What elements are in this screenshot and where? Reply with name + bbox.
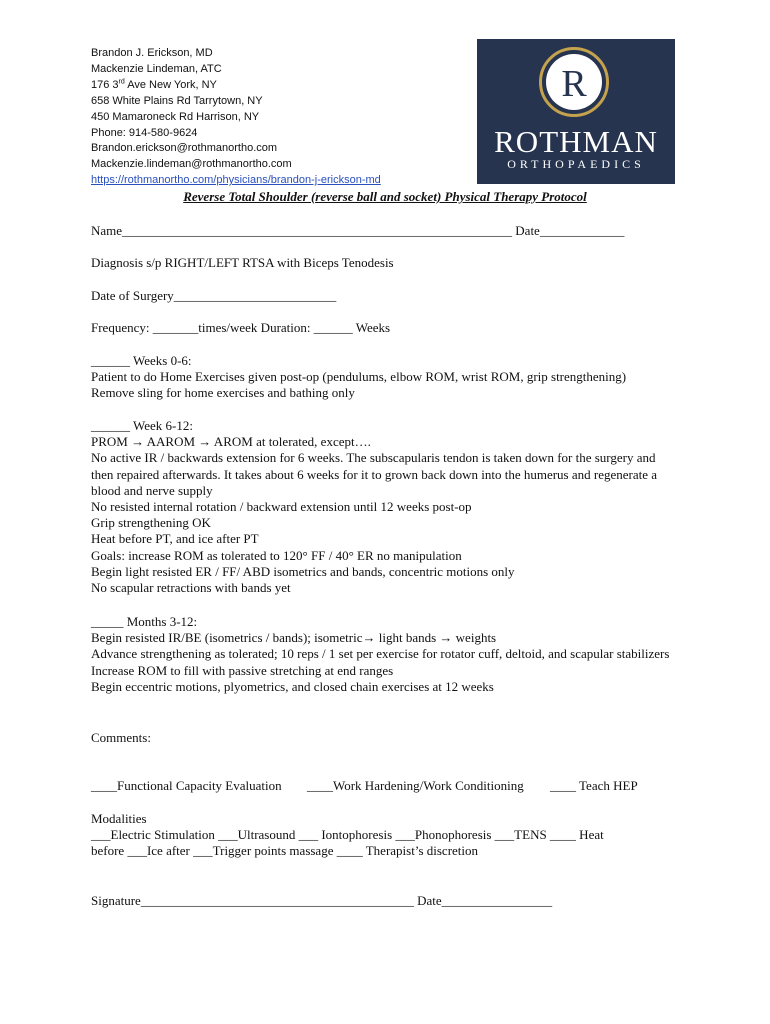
signature-date-line: Signature__________________________________________ Date_________________	[91, 893, 553, 908]
phase-item: Advance strengthening as tolerated; 10 reps / 1 set per exercise for rotator cuff, deltoid, and scapular stabilizers	[91, 646, 670, 662]
phase-item: Begin resisted IR/BE (isometrics / bands); isometric→ light bands → weights	[91, 630, 497, 646]
comments-label: Comments:	[91, 730, 151, 745]
phase-heading: ______ Weeks 0-6:	[91, 353, 192, 368]
phase-item: Begin eccentric motions, plyometrics, and closed chain exercises at 12 weeks	[91, 678, 494, 694]
phase-item: Remove sling for home exercises and bathing only	[91, 385, 355, 401]
address-line-2: 658 White Plains Rd Tarrytown, NY	[91, 94, 263, 107]
logo-letter: R	[561, 63, 587, 105]
address-1-number: 176 3	[91, 78, 119, 91]
modalities-line-1: ___Electric Stimulation ___Ultrasound ___ Iontophoresis ___Phonophoresis ___TENS ____ Heat	[91, 827, 604, 843]
phase-item: Patient to do Home Exercises given post-op (pendulums, elbow ROM, wrist ROM, grip strengthening)	[91, 369, 627, 385]
document-title: Reverse Total Shoulder (reverse ball and socket) Physical Therapy Protocol	[183, 189, 587, 204]
address-1-suffix: rd	[118, 78, 125, 86]
option-teach-hep: ____ Teach HEP	[550, 778, 638, 793]
trainer-name: Mackenzie Lindeman, ATC	[91, 62, 222, 75]
modalities-line-2: before ___Ice after ___Trigger points massage ____ Therapist’s discretion	[91, 843, 479, 859]
address-1-rest: Ave New York, NY	[124, 78, 217, 91]
phase-weeks-0-6	[91, 353, 671, 402]
phase-heading: _____ Months 3-12:	[91, 614, 198, 629]
option-functional-capacity: ____Functional Capacity Evaluation	[91, 778, 282, 793]
contact-block	[91, 46, 381, 189]
email-erickson: Brandon.erickson@rothmanortho.com	[91, 142, 278, 155]
address-line-3: 450 Mamaroneck Rd Harrison, NY	[91, 110, 260, 123]
phase-heading: ______ Week 6-12:	[91, 418, 193, 433]
frequency-line: Frequency: _______times/week Duration: ______ Weeks	[91, 320, 391, 335]
phase-item: PROM → AAROM → AROM at tolerated, except….	[91, 434, 371, 450]
logo-wordmark: ROTHMAN	[494, 124, 658, 159]
phase-months-3-12	[91, 614, 671, 695]
phase-item: Begin light resisted ER / FF/ ABD isometrics and bands, concentric motions only	[91, 563, 515, 579]
phase-weeks-6-12	[91, 418, 671, 596]
rothman-logo	[477, 39, 675, 184]
phase-item: Grip strengthening OK	[91, 515, 211, 531]
phase-item: Heat before PT, and ice after PT	[91, 531, 259, 547]
phase-item: No resisted internal rotation / backward extension until 12 weeks post-op	[91, 499, 472, 515]
logo-subtitle: ORTHOPAEDICS	[507, 157, 645, 171]
phase-item: No scapular retractions with bands yet	[91, 580, 291, 596]
phase-item: Increase ROM to fill with passive stretching at end ranges	[91, 662, 394, 678]
logo-emblem	[539, 47, 609, 117]
email-lindeman: Mackenzie.lindeman@rothmanortho.com	[91, 158, 292, 171]
physician-profile-link[interactable]: https://rothmanortho.com/physicians/brandon-j-erickson-md	[91, 174, 381, 187]
phase-item: Goals: increase ROM as tolerated to 120° FF / 40° ER no manipulation	[91, 547, 462, 563]
date-of-surgery-line: Date of Surgery_________________________	[91, 288, 337, 303]
name-date-line: Name____________________________________________________________ Date_____________	[91, 223, 625, 238]
physician-name: Brandon J. Erickson, MD	[91, 47, 213, 59]
modalities-label: Modalities	[91, 811, 147, 826]
option-work-hardening: ____Work Hardening/Work Conditioning	[307, 778, 524, 793]
phone-number: Phone: 914-580-9624	[91, 126, 198, 139]
address-line-1	[91, 78, 381, 94]
diagnosis-line: Diagnosis s/p RIGHT/LEFT RTSA with Biceps Tenodesis	[91, 255, 394, 270]
phase-item: No active IR / backwards extension for 6 weeks. The subscapularis tendon is taken down for the surgery and then repaired afterwards. It takes about 6 weeks for it to grown back down into the humerus and regenerate a blood and nerve supply	[91, 450, 658, 498]
modalities-section	[91, 811, 671, 860]
